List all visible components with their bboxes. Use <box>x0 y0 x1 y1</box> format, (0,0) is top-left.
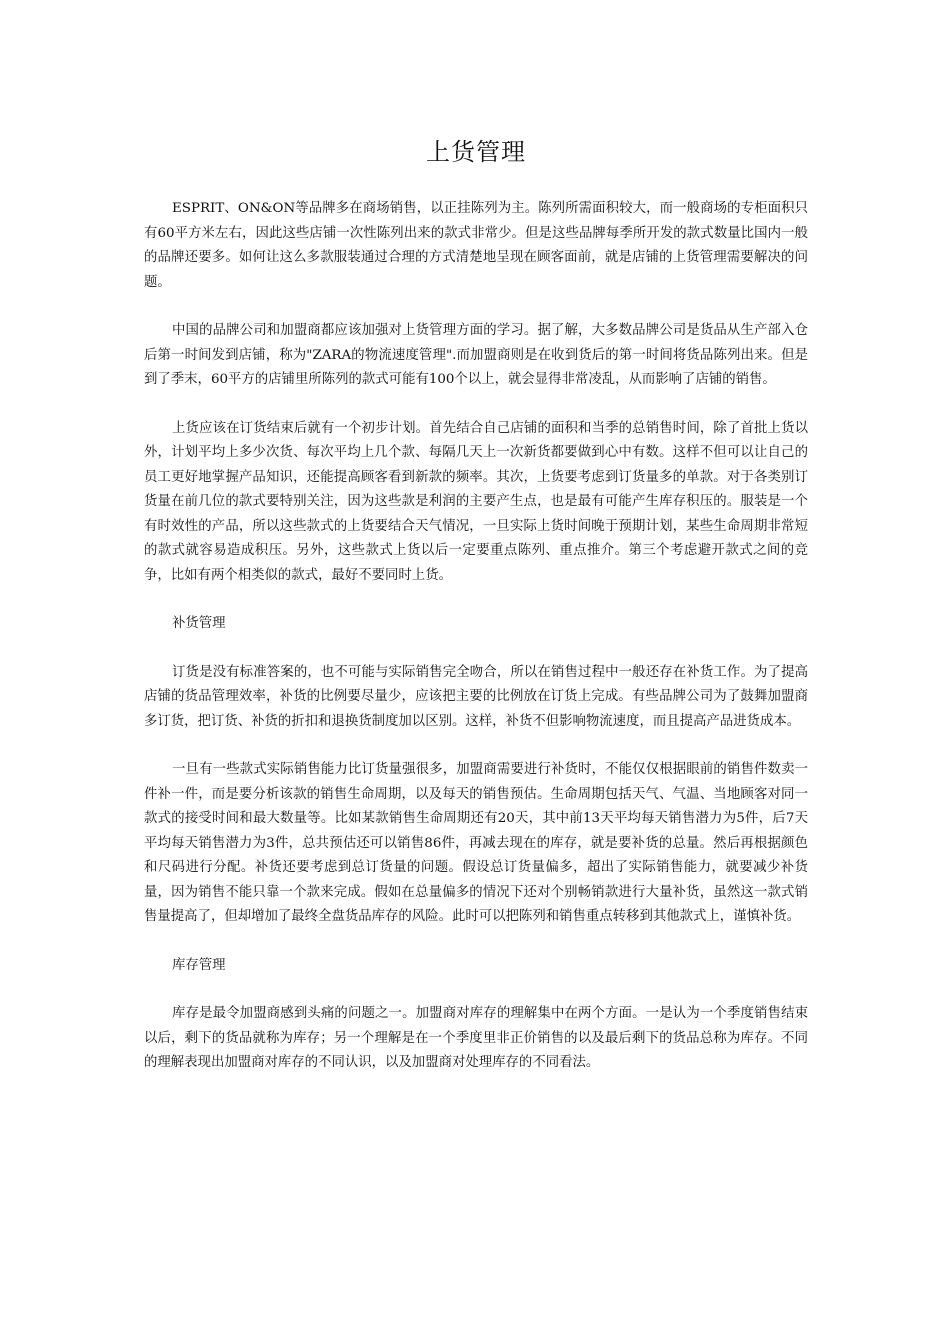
paragraph-inventory-1: 库存是最令加盟商感到头痛的问题之一。加盟商对库存的理解集中在两个方面。一是认为一个季度销售结束以后，剩下的货品就称为库存；另一个理解是在一个季度里非正价销售的以及最后剩下的货品总称为库存。不同的理解表现出加盟商对库存的不同认识，以及加盟商对处理库存的不同看法。 <box>144 1006 808 1070</box>
section-heading-replenish: 补货管理 <box>172 616 226 631</box>
paragraph-3: 上货应该在订货结束后就有一个初步计划。首先结合自己店铺的面积和当季的总销售时间，除了首批上货以外，计划平均上多少次货、每次平均上几个款、每隔几天上一次新货都要做到心中有数。这样不但可以让自己的员工更好地掌握产品知识，还能提高顾客看到新款的频率。其次，上货要考虑到订货量多的单款。对于各类别订货量在前几位的款式要特别关注，因为这些款是利润的主要产生点，也是最有可能产生库存积压的。服装是一个有时效性的产品，所以这些款式的上货要结合天气情况，一旦实际上货时间晚于预期计划，某些生命周期非常短的款式就容易造成积压。另外，这些款式上货以后一定要重点陈列、重点推介。第三个考虑避开款式之间的竞争，比如有两个相类似的款式，最好不要同时上货。 <box>144 420 808 583</box>
paragraph-replenish-2: 一旦有一些款式实际销售能力比订货量强很多，加盟商需要进行补货时，不能仅仅根据眼前的销售件数卖一件补一件，而是要分析该款的销售生命周期，以及每天的销售预估。生命周期包括天气、气温、当地顾客对同一款式的接受时间和最大数量等。比如某款销售生命周期还有20天，其中前13天平均每天销售潜力为5件，后7天平均每天销售潜力为3件，总共预估还可以销售86件，再减去现在的库存，就是要补货的总量。然后再根据颜色和尺码进行分配。补货还要考虑到总订货量的问题。假设总订货量偏多，超出了实际销售能力，就要减少补货量，因为销售不能只靠一个款来完成。假如在总量偏多的情况下还对个别畅销款进行大量补货，虽然这一款式销售量提高了，但却增加了最终全盘货品库存的风险。此时可以把陈列和销售重点转移到其他款式上，谨慎补货。 <box>144 762 808 924</box>
document-body <box>144 0 808 1076</box>
paragraph-2: 中国的品牌公司和加盟商都应该加强对上货管理方面的学习。据了解，大多数品牌公司是货品从生产部入仓后第一时间发到店铺，称为"ZARA的物流速度管理".而加盟商则是在收到货后的第一时间将货品陈列出来。但是到了季末，60平方的店铺里所陈列的款式可能有100个以上，就会显得非常凌乱，从而影响了店铺的销售。 <box>144 323 808 387</box>
paragraph-1: ESPRIT、ON&ON等品牌多在商场销售，以正挂陈列为主。陈列所需面积较大，而一般商场的专柜面积只有60平方米左右，因此这些店铺一次性陈列出来的款式非常少。但是这些品牌每季所开发的款式数量比国内一般的品牌还要多。如何让这么多款服装通过合理的方式清楚地呈现在顾客面前，就是店铺的上货管理需要解决的问题。 <box>144 201 808 290</box>
paragraph-replenish-1: 订货是没有标准答案的，也不可能与实际销售完全吻合，所以在销售过程中一般还存在补货工作。为了提高店铺的货品管理效率，补货的比例要尽量少，应该把主要的比例放在订货上完成。有些品牌公司为了鼓舞加盟商多订货，把订货、补货的折扣和退换货制度加以区别。这样，补货不但影响物流速度，而且提高产品进货成本。 <box>144 664 808 729</box>
section-heading-inventory: 库存管理 <box>172 957 226 973</box>
document-title: 上货管理 <box>426 138 526 166</box>
